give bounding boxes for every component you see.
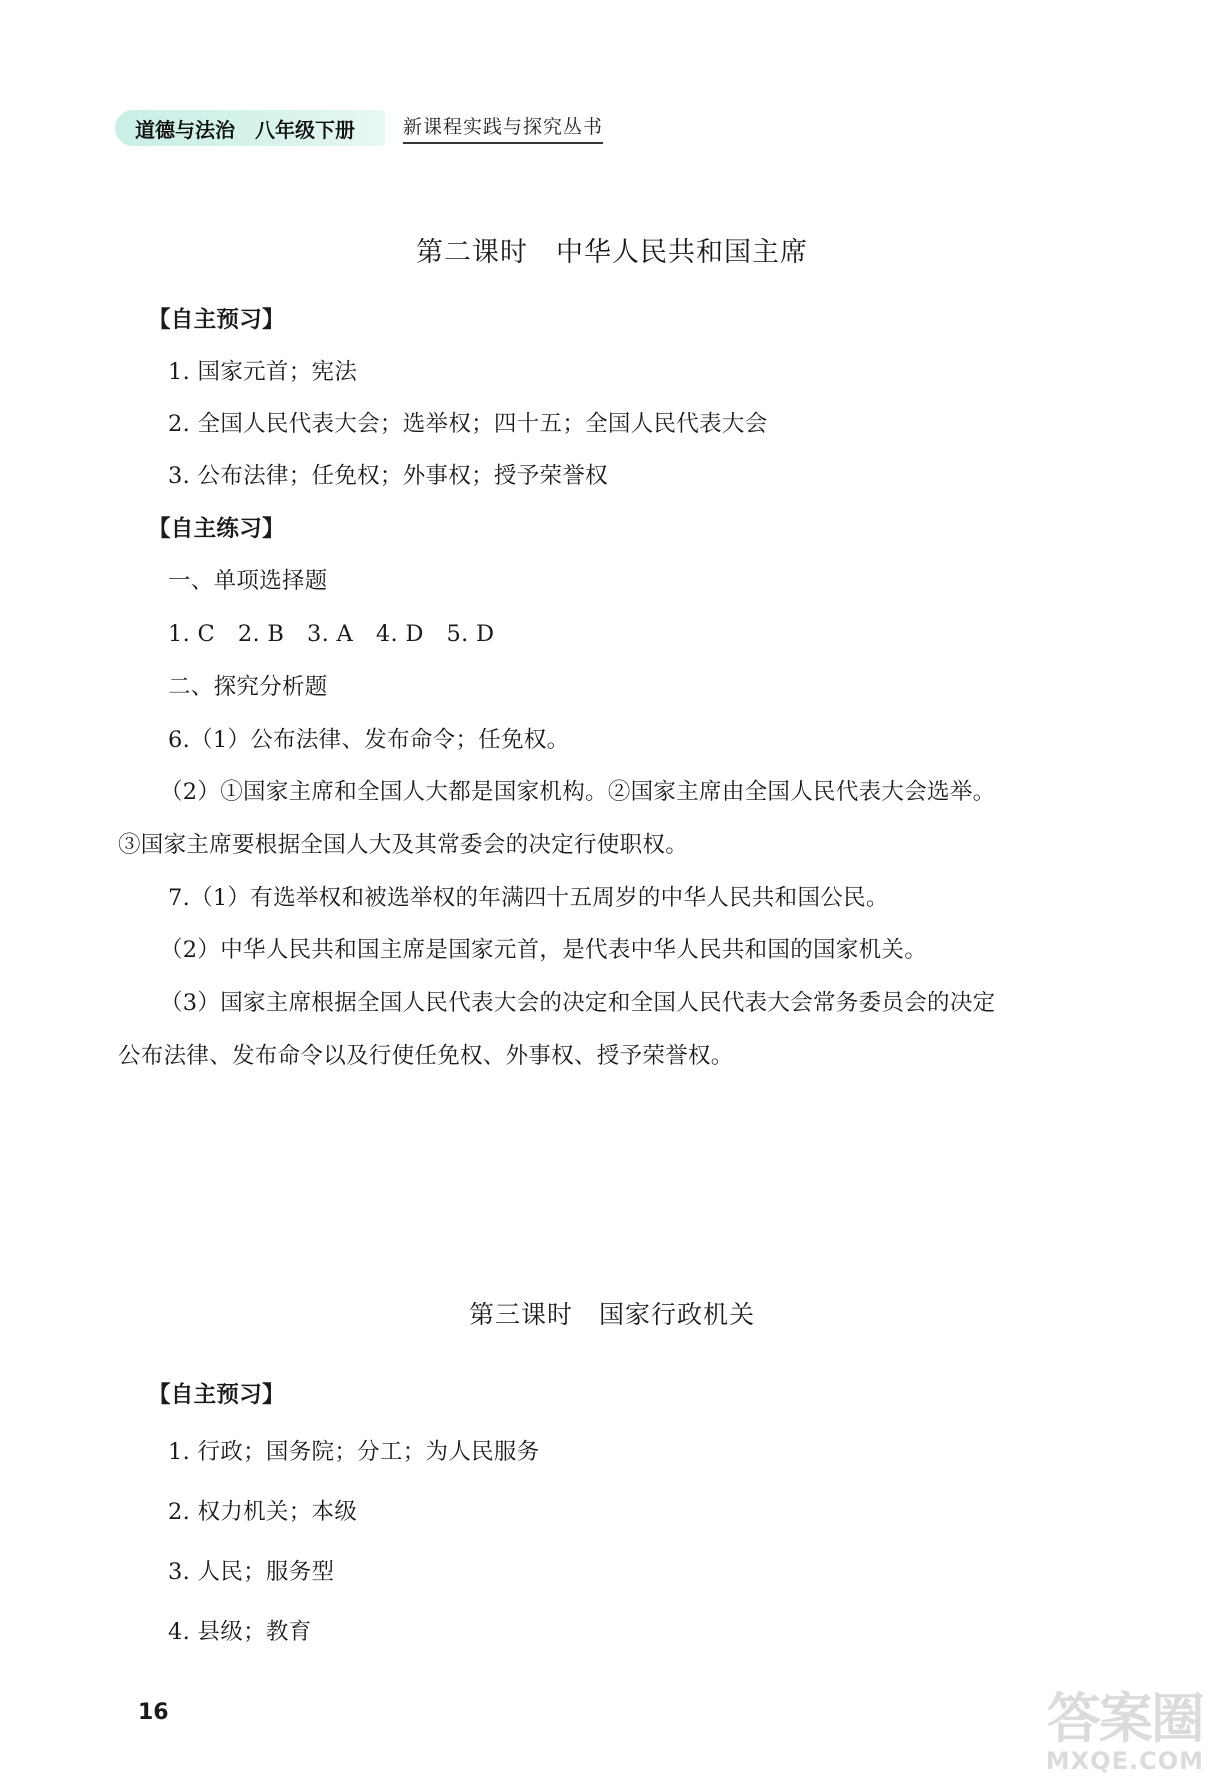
header-grade: 八年级下册 bbox=[255, 117, 355, 142]
header-subject: 道德与法治 bbox=[135, 117, 235, 142]
lesson2-practice-heading: 【自主练习】 bbox=[148, 516, 285, 542]
lesson2-part1-heading: 一、单项选择题 bbox=[168, 568, 328, 594]
watermark-url: MXQE.COM bbox=[1045, 1747, 1204, 1775]
lesson2-preview-item-2: 2. 全国人民代表大会；选举权；四十五；全国人民代表大会 bbox=[168, 411, 768, 437]
lesson2-q7-2: （2）中华人民共和国主席是国家元首，是代表中华人民共和国的国家机关。 bbox=[160, 937, 928, 963]
lesson3-preview-item-1: 1. 行政；国务院；分工；为人民服务 bbox=[168, 1439, 540, 1465]
lesson2-q6-1: 6.（1）公布法律、发布命令；任免权。 bbox=[168, 727, 570, 753]
lesson2-preview-item-1: 1. 国家元首；宪法 bbox=[168, 359, 358, 385]
lesson2-q6-2-a: （2）①国家主席和全国人大都是国家机构。②国家主席由全国人民代表大会选举。 bbox=[160, 779, 996, 805]
lesson2-q7-1: 7.（1）有选举权和被选举权的年满四十五周岁的中华人民共和国公民。 bbox=[168, 885, 889, 911]
running-header bbox=[115, 108, 603, 148]
lesson3-preview-item-3: 3. 人民；服务型 bbox=[168, 1559, 335, 1585]
lesson2-q6-2-b: ③国家主席要根据全国人大及其常委会的决定行使职权。 bbox=[118, 832, 689, 858]
lesson2-title: 第二课时 中华人民共和国主席 bbox=[416, 237, 808, 268]
lesson2-part1-answers: 1. C 2. B 3. A 4. D 5. D bbox=[168, 621, 495, 647]
lesson3-title: 第三课时 国家行政机关 bbox=[468, 1300, 755, 1329]
lesson2-preview-heading: 【自主预习】 bbox=[148, 307, 285, 333]
page-number: 16 bbox=[138, 1700, 169, 1725]
lesson3-preview-item-4: 4. 县级；教育 bbox=[168, 1619, 312, 1645]
lesson2-q7-3-a: （3）国家主席根据全国人民代表大会的决定和全国人民代表大会常务委员会的决定 bbox=[160, 990, 996, 1016]
header-series: 新课程实践与探究丛书 bbox=[403, 112, 603, 144]
watermark bbox=[1045, 1687, 1204, 1775]
lesson3-preview-heading: 【自主预习】 bbox=[148, 1382, 285, 1408]
lesson2-q7-3-b: 公布法律、发布命令以及行使任免权、外事权、授予荣誉权。 bbox=[118, 1043, 734, 1069]
watermark-logo: 答案圈 bbox=[1046, 1687, 1203, 1750]
header-subject-pill bbox=[115, 110, 385, 146]
lesson3-preview-item-2: 2. 权力机关；本级 bbox=[168, 1499, 358, 1525]
lesson2-part2-heading: 二、探究分析题 bbox=[168, 674, 328, 700]
lesson2-preview-item-3: 3. 公布法律；任免权；外事权；授予荣誉权 bbox=[168, 463, 608, 489]
